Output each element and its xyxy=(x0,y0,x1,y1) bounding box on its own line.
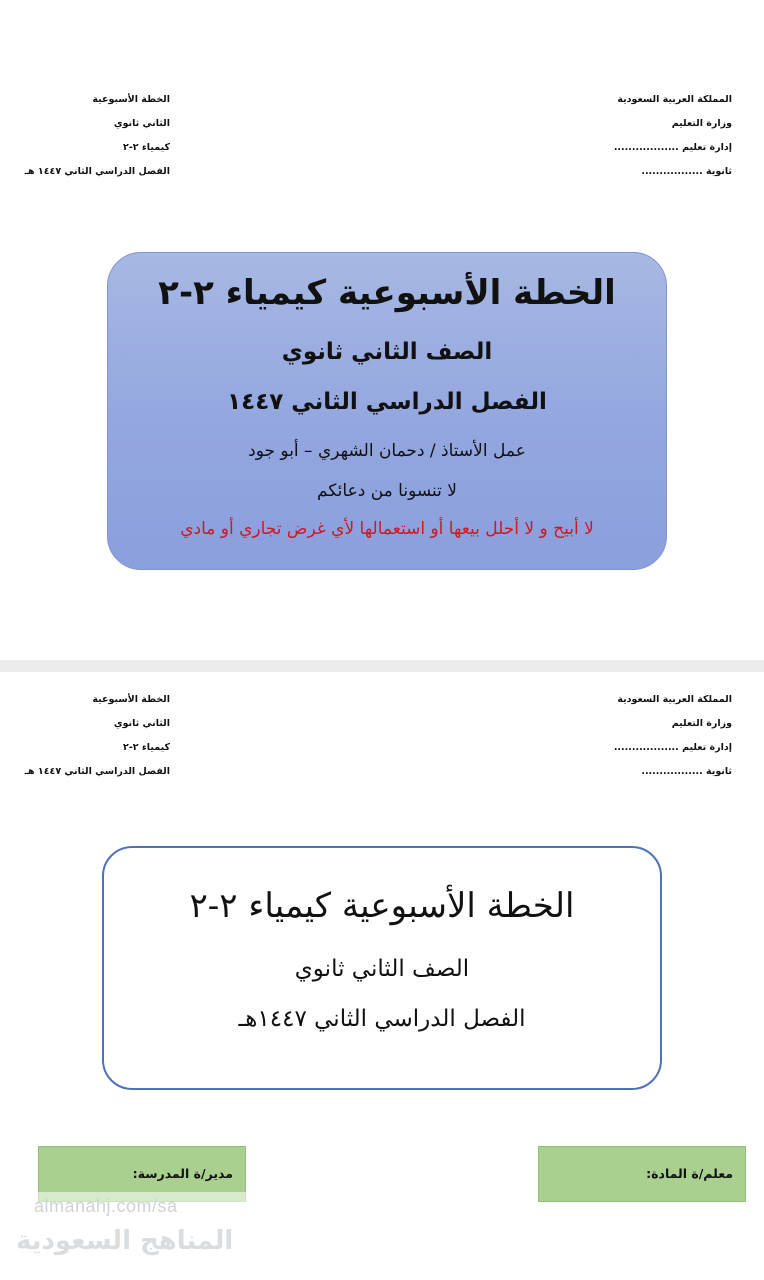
header-country: المملكة العربية السعودية xyxy=(617,94,732,105)
watermark-url: almanahj.com/sa xyxy=(34,1196,178,1216)
site-watermark xyxy=(12,1192,260,1272)
header-plan-block xyxy=(24,688,170,784)
cover-title: الخطة الأسبوعية كيمياء ٢-٢ xyxy=(158,273,616,313)
title-box xyxy=(102,846,662,1090)
plan-term: الفصل الدراسي الثاني ١٤٤٧هـ xyxy=(238,1006,526,1032)
header-grade: الثاني ثانوي xyxy=(113,718,170,729)
header-plan-block xyxy=(24,88,170,184)
cover-grade: الصف الثاني ثانوي xyxy=(281,339,493,365)
header-subject: كيمياء ٢-٢ xyxy=(123,142,170,153)
header-school: ثانوية ................. xyxy=(641,766,732,777)
header-plan-title: الخطة الأسبوعية xyxy=(92,694,170,705)
teacher-signature-box xyxy=(538,1146,746,1202)
header-country: المملكة العربية السعودية xyxy=(617,694,732,705)
cover-author: عمل الأستاذ / دحمان الشهري – أبو جود xyxy=(248,441,526,461)
header-ministry: وزارة التعليم xyxy=(671,118,732,129)
header-term: الفصل الدراسي الثاني ١٤٤٧ هـ xyxy=(24,766,170,777)
page-2 xyxy=(0,672,764,1280)
cover-box xyxy=(107,252,667,570)
plan-grade: الصف الثاني ثانوي xyxy=(294,956,470,982)
header-subject: كيمياء ٢-٢ xyxy=(123,742,170,753)
header-department: إدارة تعليم .................. xyxy=(613,142,732,153)
header-grade: الثاني ثانوي xyxy=(113,118,170,129)
header-school: ثانوية ................. xyxy=(641,166,732,177)
page-separator xyxy=(0,660,764,672)
cover-term: الفصل الدراسي الثاني ١٤٤٧ xyxy=(227,389,547,415)
header-ministry-block xyxy=(614,88,732,184)
header-department: إدارة تعليم .................. xyxy=(613,742,732,753)
cover-prayer: لا تنسونا من دعائكم xyxy=(316,481,457,501)
header-ministry: وزارة التعليم xyxy=(671,718,732,729)
principal-label: مدير/ة المدرسة: xyxy=(132,1166,233,1181)
header-ministry-block xyxy=(614,688,732,784)
cover-notice: لا أبيح و لا أحلل بيعها أو استعمالها لأي غرض تجاري أو مادي xyxy=(180,519,594,539)
header-plan-title: الخطة الأسبوعية xyxy=(92,94,170,105)
teacher-label: معلم/ة المادة: xyxy=(646,1166,733,1181)
plan-title: الخطة الأسبوعية كيمياء ٢-٢ xyxy=(189,886,575,926)
watermark-name: المناهج السعودية xyxy=(16,1226,234,1256)
header-term: الفصل الدراسي الثاني ١٤٤٧ هـ xyxy=(24,166,170,177)
